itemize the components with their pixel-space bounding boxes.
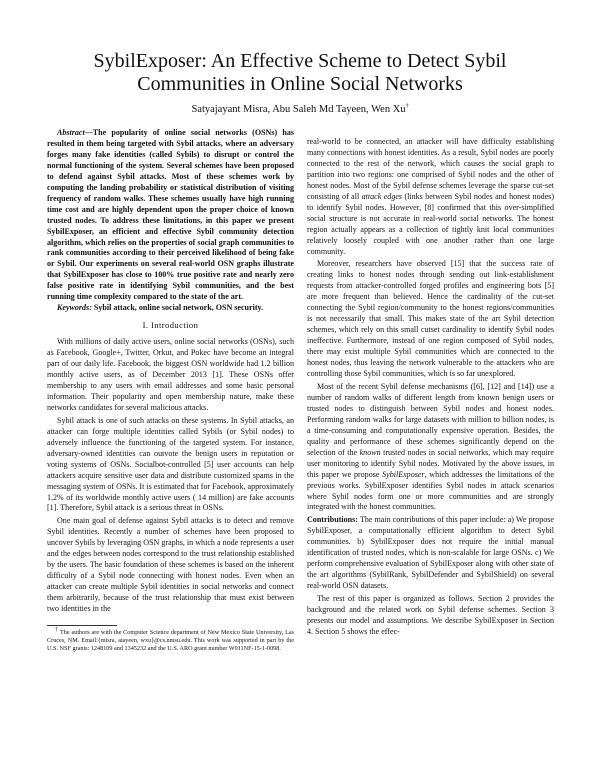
- keywords: [47, 303, 294, 314]
- contributions-paragraph: Contributions: The main contributions of this paper include: a) We propose SybilExposer, a computationally efficient algorithm to detect Sybil communities. b) SybilExposer does not require the initial manual identification of trusted nodes, which is non-scalable for large OSNs. c) We perform comprehensive evaluation of SybilExposer along with other state of the art algorithms (SybilRank, SybilDefender and SybilShield) on several real-world OSN datasets.: [307, 515, 554, 591]
- abstract-text: —The popularity of online social networks (OSNs) has resulted in them being targeted with Sybil attacks, where an adversary forges many fake identities (called Sybils) to disrupt or control the normal functioning of the system. Several schemes have been proposed to defend against Sybil attacks. Most of these schemes work by computing the landing probability or statistical distribution of visiting frequency of random walks. These schemes usually have high running time cost and are highly dependent upon the proper choice of known trusted nodes. To address these limitations, in this paper we present SybilExposer, an efficient and effective Sybil community detection algorithm, which relies on the properties of social graph communities to rank communities according to their perceived likelihood of being fake or Sybil. Our experiments on several real-world OSN graphs illustrate that SybilExposer has close to 100% true positive rate and nearly zero false positive rate in identifying Sybil communities, and the best running time complexity compared to the state of the art.: [47, 128, 294, 302]
- body-paragraph: Moreover, researchers have observed [15] that the success rate of creating links to honest nodes through sending out link-establishment requests from attacker-controlled forged profiles and engineering bots [5] are more frequent than believed. Hence the cardinality of the cut-set connecting the Sybil region/community to the honest regions/communities is not necessarily that small. This makes state of the art Sybil detection schemes, which rely on this small cutset cardinality to identify Sybil nodes ineffective. Furthermore, instead of one region composed of Sybil nodes, there may exist multiple Sybil communities which are connected to the honest nodes, thus leaving the network vulnerable to the attackers who are controlling those Sybil communities, which is so far unexplored.: [307, 259, 554, 379]
- footnote-text: The authors are with the Computer Science department of New Mexico State University, Las Cruces, NM. Email:{misra, atayeen, wxu}@cs.nmsu.edu. This work was supported in part by the U.S. NSF grants: 1248109 and 1345232 and the U.S. ARO grant number W911NF-15-1-0098.: [47, 628, 295, 652]
- abstract: [47, 128, 294, 303]
- intro-paragraph: One main goal of defense against Sybil attacks is to detect and remove Sybil identities. Recently a number of schemes have been proposed to uncover Sybils by leveraging OSN graphs, in which a node represents a user and the edges between nodes correspond to the trust relationship established by the users. The basic foundation of these schemes is based on the inherent difficulty of a Sybil node connecting with honest nodes. Even when an attacker can create multiple Sybil identities in social networks and connect them arbitrarily, because of the trust relationship that must exist between two identities in the: [47, 516, 294, 614]
- author-names: Satyajayant Misra, Abu Saleh Md Tayeen, Wen Xu: [191, 104, 406, 115]
- intro-paragraph: Sybil attack is one of such attacks on these systems. In Sybil attacks, an attacker can forge multiple identities called Sybils (or Sybil nodes) to adversely influence the functioning of the targeted system. For instance, adversary-owned identities can outvote the benign users in reputation or voting systems of OSNs. Socialbot-controlled [5] user accounts can help attackers acquire sensitive user data and distribute customized spams in the messaging system of OSNs. It is estimated that for Facebook, approximately 1.2% of its worldwide monthly active users ( 14 million) are fake accounts [1]. Therefore, Sybil attack is a serious threat in OSNs.: [47, 415, 294, 513]
- left-column: [47, 128, 294, 653]
- contributions-label: Contributions:: [307, 515, 358, 525]
- section-heading-introduction: I. Introduction: [142, 320, 199, 331]
- footnote-mark: †: [55, 626, 59, 633]
- body-paragraph: real-world to be connected, an attacker will have difficulty establishing many connections with honest identities. As a result, Sybil nodes are poorly connected to the rest of the network, which causes the social graph to partition into two regions: one comprised of Sybil nodes and the other of honest nodes. Most of the Sybil defense schemes leverage the sparse cut-set consisting of all attack edges (links between Sybil nodes and honest nodes) to identify Sybil nodes. However, [8] confirmed that this over-simplified social structure is not accurate in real-world social networks. The honest region actually appears as a collection of tightly knit local communities relatively loosely coupled with one another rather than one large community.: [307, 137, 554, 256]
- abstract-label: Abstract: [57, 128, 85, 137]
- intro-paragraph: With millions of daily active users, online social networks (OSNs), such as Facebook, Google+, Twitter, Orkut, and Pokec have become an integral part of our daily life. Facebook, the biggest OSN worldwide had 1.2 billion monthly active users, as of December 2013 [1]. These OSNs offer membership to any users with email addresses and some basic personal information. Their popularity and open membership nature, make these networks candidates for several malicious attacks.: [47, 337, 294, 412]
- right-column: [307, 137, 554, 640]
- footnote-divider: [47, 625, 117, 626]
- author-footnote-mark: †: [405, 103, 409, 110]
- paper-title: SybilExposer: An Effective Scheme to Detect Sybil Communities in Online Social Networks: [93, 50, 507, 95]
- keywords-label: Keywords:: [57, 303, 92, 313]
- keywords-text: Sybil attack, online social network, OSN security.: [93, 303, 264, 313]
- body-paragraph: Most of the recent Sybil defense mechanisms ([6], [12] and [14]) use a number of random walks of different length from known benign users or trusted nodes to distinguish between Sybil nodes and honest nodes. Performing random walks for large datasets with million to billion nodes, is a time-consuming and computationally expensive operation. Besides, the quality and performance of these schemes significantly depend on the selection of the known trusted nodes in social networks, which may require user monitoring to identify Sybil nodes. Motivated by the above issues, in this paper we propose SybilExposer, which addresses the limitations of the previous works. SybilExposer identifies Sybil nodes in attack scenarios where Sybil nodes form one or more communities and are strongly integrated with the honest communities.: [307, 381, 554, 512]
- body-paragraph: The rest of this paper is organized as follows. Section 2 provides the background and the related work on Sybil defense schemes. Section 3 presents our model and assumptions. We describe SybilExposer in Section 4. Section 5 shows the effec-: [307, 594, 554, 636]
- author-list: [40, 104, 560, 115]
- footnote: [47, 626, 295, 653]
